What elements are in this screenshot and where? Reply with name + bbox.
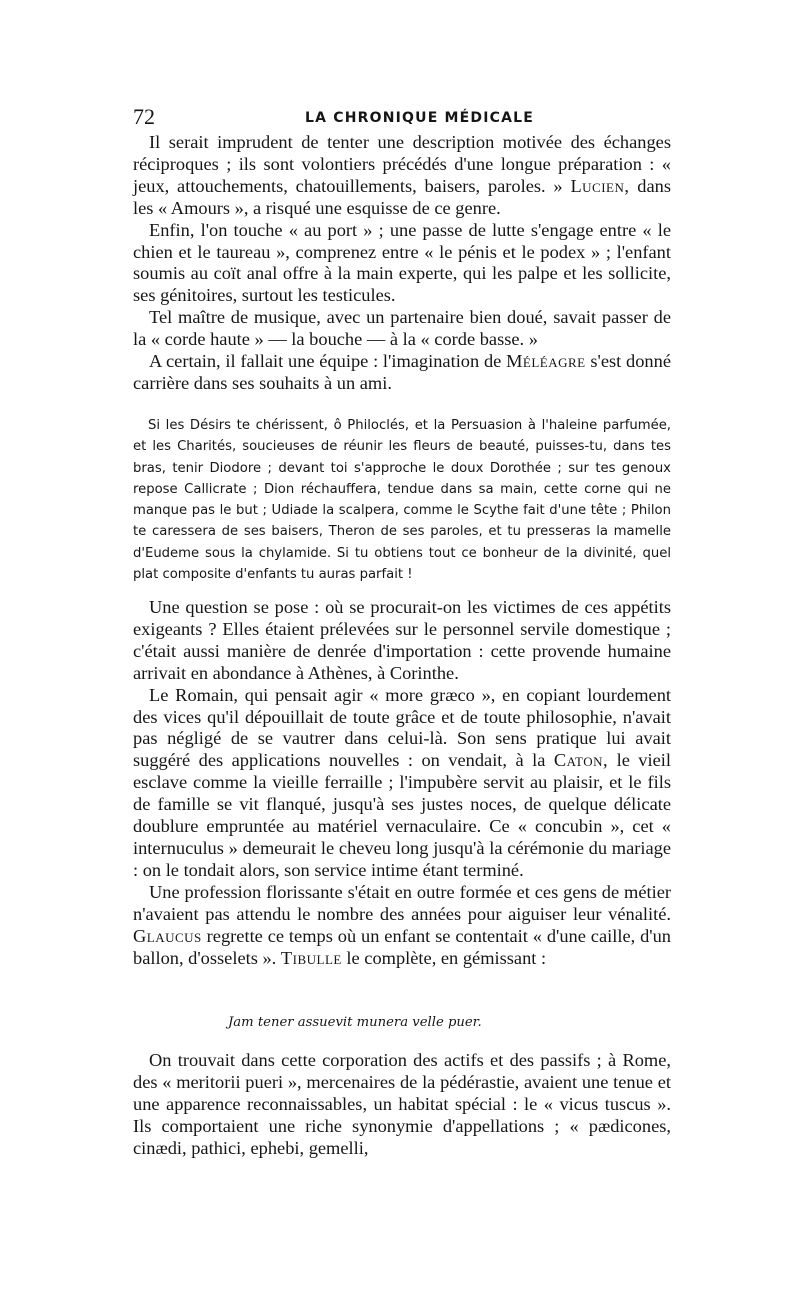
author-name: Tibulle xyxy=(280,947,342,968)
block-quote xyxy=(133,415,671,585)
author-name: Méléagre xyxy=(506,351,586,372)
paragraph: On trouvait dans cette corporation des actifs et des passifs ; à Rome, des « meritorii pueri », mercenaires de la pédérastie, avaient une tenue et une apparence reconnaissables, un habitat spécial : le « vicus tuscus ». Ils comportaient une riche synonymie d'appellations ; « pædicones, cinædi, pathici, ephebi, gemelli, xyxy=(133,1050,671,1158)
page-number: 72 xyxy=(133,104,155,129)
paragraph: Tel maître de musique, avec un partenaire bien doué, savait passer de la « corde haute » — la bouche — à la « corde basse. » xyxy=(133,307,671,350)
author-name: Glaucus xyxy=(133,925,202,946)
paragraph: Enfin, l'on touche « au port » ; une passe de lutte s'engage entre « le chien et le taureau », comprenez entre « le pénis et le podex » ; l'enfant soumis au coït anal offre à la main experte, qui les palpe et les sollicite, ses génitoires, surtout les testicules. xyxy=(133,219,671,306)
paragraph: Il serait imprudent de tenter une description motivée des échanges réciproques ; ils sont volontiers précédés d'une longue préparation : « jeux, attouchements, chatouillements, baisers, paroles. » Lucien, dans les « Amours », a risqué une esquisse de ce genre. xyxy=(133,132,671,218)
page-header xyxy=(133,104,673,132)
body-text-top xyxy=(133,132,671,395)
paragraph: A certain, il fallait une équipe : l'imagination de Méléagre s'est donné carrière dans ses souhaits à un ami. xyxy=(133,351,671,393)
author-name: Lucien, xyxy=(570,175,630,196)
running-title: LA CHRONIQUE MÉDICALE xyxy=(305,110,535,126)
body-text-middle xyxy=(133,597,671,969)
author-name: Caton, xyxy=(553,750,609,771)
body-text-bottom xyxy=(133,1050,671,1160)
quote-text: Si les Désirs te chérissent, ô Philoclés, et la Persuasion à l'haleine parfumée, et les Charités, soucieuses de réunir les fleurs de beauté, puisses-tu, dans tes bras, tenir Diodore ; devant toi s'approche le doux Dorothée ; sur tes genoux repose Callicrate ; Dion réchauffera, tendue dans sa main, cette corne qui ne manque pas le but ; Udiade la scalpera, comme le Scythe fait d'une tête ; Philon te caressera de ses baisers, Theron de ses paroles, et tu presseras la mamelle d'Eudeme sous la chylamide. Si tu obtiens tout ce bonheur de la divinité, quel plat composite d'enfants tu auras parfait ! xyxy=(133,418,671,583)
paragraph: Une profession florissante s'était en outre formée et ces gens de métier n'avaient pas attendu le nombre des années pour aiguiser leur vénalité. Glaucus regrette ce temps où un enfant se contentait « d'une caille, d'un ballon, d'osselets ». Tibulle le complète, en gémissant : xyxy=(133,881,671,968)
paragraph: Une question se pose : où se procurait-on les victimes de ces appétits exigeants ? Elles étaient prélevées sur le personnel servile domestique ; c'était aussi manière de denrée d'importation : cette provende humaine arrivait en abondance à Athènes, à Corinthe. xyxy=(133,597,671,683)
latin-verse: Jam tener assuevit munera velle puer. xyxy=(228,1015,482,1030)
paragraph: Le Romain, qui pensait agir « more græco », en copiant lourdement des vices qu'il dépouillait de toute grâce et de toute philosophie, n'avait pas négligé de se vautrer dans celui-là. Son sens pratique lui avait suggéré des applications nouvelles : on vendait, à la Caton, le vieil esclave comme la vieille ferraille ; l'impubère servit au plaisir, et le fils de famille se vit flanqué, jusqu'à ses justes noces, de quelque délicate doublure empruntée au matériel vernaculaire. Ce « concubin », cet « internuculus » demeurait le cheveu long jusqu'à la cérémonie du mariage : on le tondait alors, son service intime étant terminé. xyxy=(133,684,671,880)
